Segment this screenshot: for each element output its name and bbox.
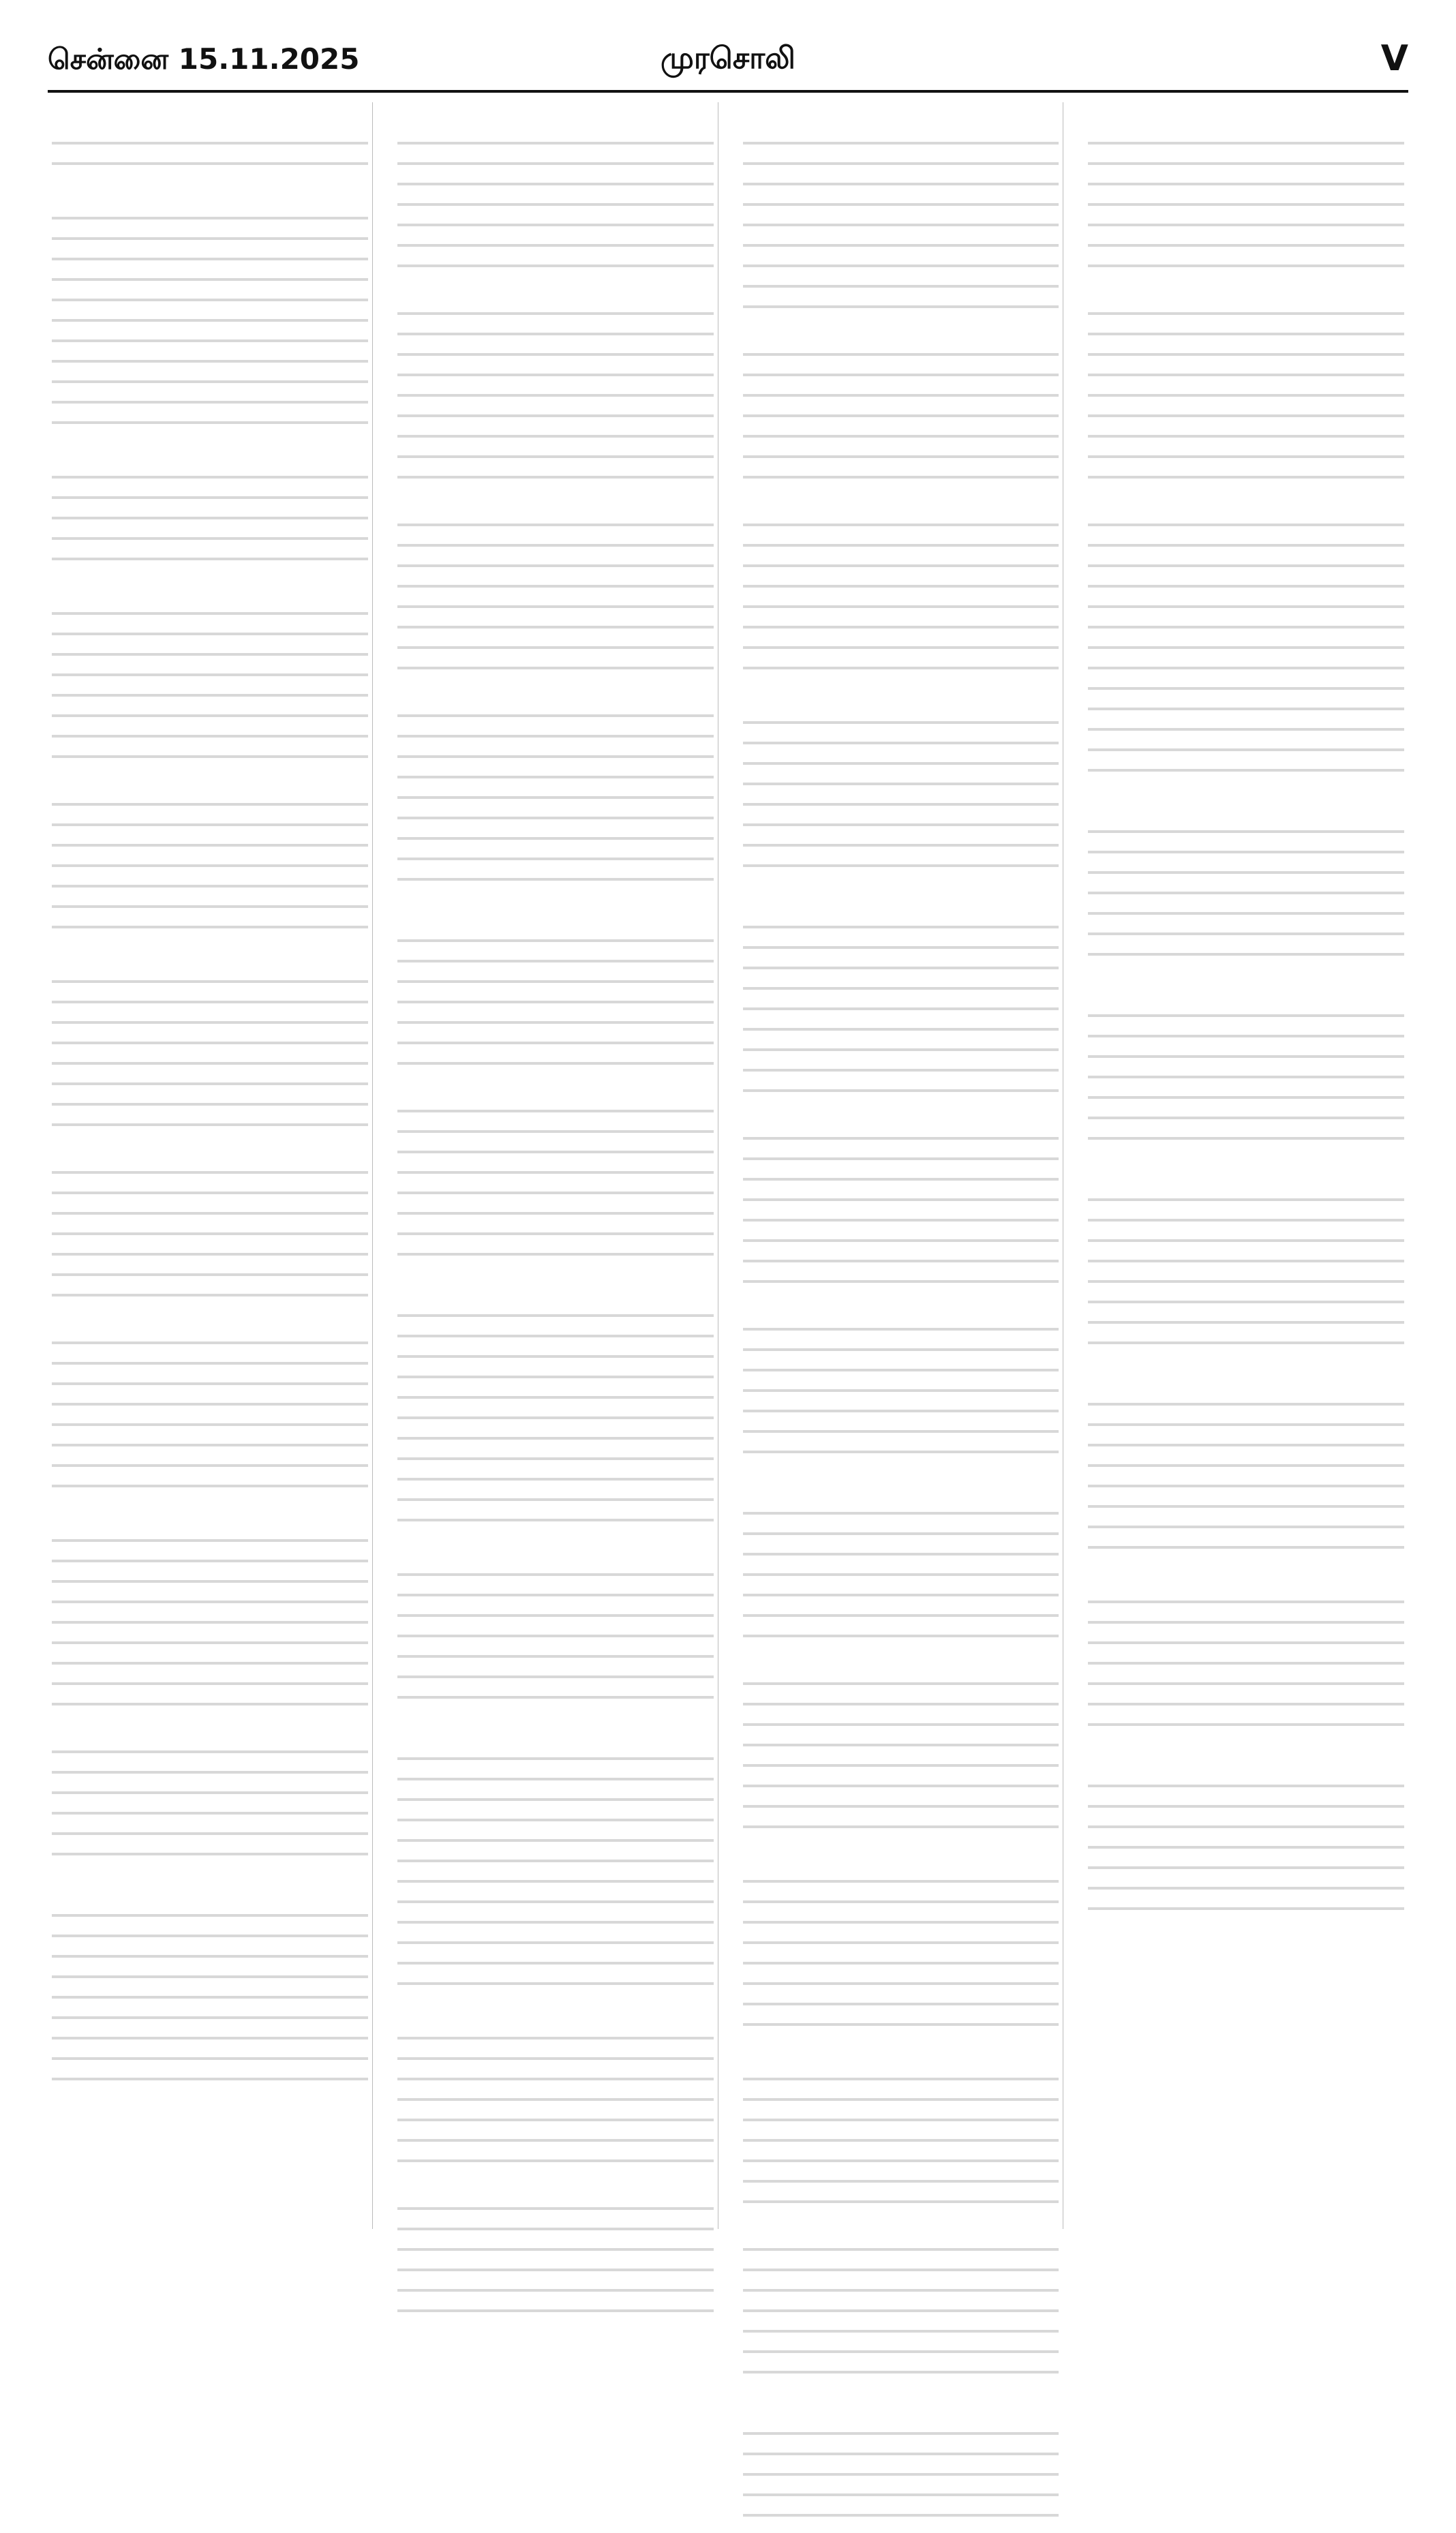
section-heading xyxy=(1084,1166,1408,1186)
section-body xyxy=(397,931,714,1067)
section-body xyxy=(743,2240,1059,2390)
section-body xyxy=(397,304,714,481)
section-heading xyxy=(739,320,1063,341)
section-body xyxy=(743,2069,1059,2206)
section-body xyxy=(397,1749,714,1994)
section-heading xyxy=(48,1138,372,1159)
masthead-rule xyxy=(48,90,1408,93)
city-date: சென்னை 15.11.2025 xyxy=(48,42,360,76)
columns xyxy=(48,102,1408,2229)
section-heading xyxy=(48,1506,372,1527)
section-body xyxy=(743,1320,1059,1470)
section-heading xyxy=(393,907,718,927)
section-body xyxy=(743,1872,1059,2035)
section-body xyxy=(52,795,368,938)
section-body xyxy=(397,706,714,897)
section-body xyxy=(52,1906,368,2083)
section-heading xyxy=(1084,491,1408,511)
section-heading xyxy=(1084,279,1408,300)
section-body xyxy=(52,1531,368,1708)
section-heading xyxy=(739,2045,1063,2065)
column-4 xyxy=(1084,102,1408,2229)
section-body xyxy=(1088,1190,1404,1361)
section-heading xyxy=(393,1541,718,1561)
section-heading xyxy=(739,1295,1063,1316)
section-heading xyxy=(393,279,718,300)
section-heading xyxy=(393,1077,718,1097)
section-body xyxy=(52,468,368,570)
section-body xyxy=(52,604,368,761)
section-body xyxy=(1088,1776,1404,1913)
section-heading xyxy=(1084,1752,1408,1772)
section-heading xyxy=(739,1650,1063,1670)
section-body xyxy=(397,515,714,672)
section-body xyxy=(397,2029,714,2165)
section-heading xyxy=(739,893,1063,913)
section-body xyxy=(743,1129,1059,1286)
section-heading xyxy=(48,184,372,204)
section-heading xyxy=(739,2215,1063,2236)
section-heading xyxy=(48,443,372,464)
section-body xyxy=(743,713,1059,883)
section-body xyxy=(397,1102,714,1272)
section-body xyxy=(743,1674,1059,1838)
section-heading xyxy=(1084,1370,1408,1391)
section-heading xyxy=(739,109,1063,130)
section-heading xyxy=(393,1281,718,1302)
section-body xyxy=(1088,1006,1404,1156)
section-heading xyxy=(739,1479,1063,1500)
section-heading xyxy=(48,1309,372,1329)
section-body xyxy=(52,1742,368,1872)
section-body xyxy=(397,1306,714,1531)
section-body xyxy=(1088,134,1404,270)
section-body xyxy=(52,209,368,434)
section-heading xyxy=(1084,1568,1408,1588)
section-heading xyxy=(48,1881,372,1902)
paper-name: முரசொலி xyxy=(661,41,795,76)
section-body xyxy=(1088,822,1404,972)
section-heading xyxy=(48,947,372,968)
section-body xyxy=(1088,1395,1404,1558)
section-heading xyxy=(739,1104,1063,1125)
section-body xyxy=(1088,304,1404,481)
section-heading xyxy=(48,770,372,791)
section-heading xyxy=(393,109,718,130)
section-body xyxy=(397,134,714,270)
page-number: V xyxy=(1380,38,1408,79)
section-heading xyxy=(393,2174,718,2195)
section-body xyxy=(52,1163,368,1299)
section-body xyxy=(743,2424,1059,2533)
section-heading xyxy=(1084,982,1408,1002)
column-2 xyxy=(393,102,718,2229)
section-body xyxy=(1088,1592,1404,1742)
section-body xyxy=(397,2199,714,2322)
section-body xyxy=(52,1333,368,1497)
section-heading xyxy=(393,491,718,511)
section-body xyxy=(52,134,368,175)
section-heading xyxy=(393,2004,718,2024)
section-body xyxy=(743,345,1059,481)
section-heading xyxy=(739,2399,1063,2420)
section-body xyxy=(743,515,1059,679)
section-body xyxy=(397,1565,714,1715)
section-heading xyxy=(48,1718,372,1738)
section-heading xyxy=(393,1725,718,1745)
section-heading xyxy=(739,1847,1063,1868)
section-heading xyxy=(739,491,1063,511)
section-heading xyxy=(1084,798,1408,818)
section-heading xyxy=(1084,109,1408,130)
section-heading xyxy=(393,682,718,702)
section-heading xyxy=(739,688,1063,709)
column-1 xyxy=(48,102,373,2229)
section-body xyxy=(743,917,1059,1095)
section-heading xyxy=(48,579,372,600)
masthead xyxy=(0,0,1456,82)
section-body xyxy=(52,972,368,1129)
column-3 xyxy=(739,102,1064,2229)
section-body xyxy=(743,1504,1059,1640)
section-body xyxy=(1088,515,1404,788)
section-body xyxy=(743,134,1059,311)
section-heading xyxy=(48,109,372,130)
